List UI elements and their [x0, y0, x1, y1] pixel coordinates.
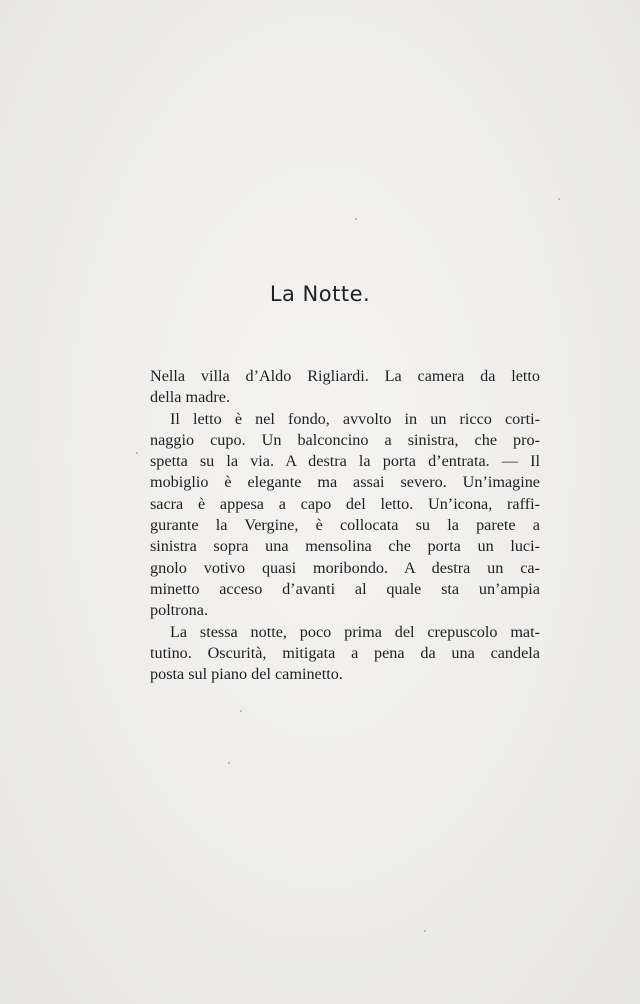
text-line: minetto acceso d’avanti al quale sta un’ampia	[150, 579, 540, 598]
text-line: della madre.	[150, 388, 230, 407]
paper-speck	[355, 218, 357, 220]
paper-speck	[240, 710, 242, 712]
text-line: sinistra sopra una mensolina che porta un luci-	[150, 537, 540, 556]
text-line: gurante la Vergine, è collocata su la parete a	[150, 516, 540, 535]
text-line: La stessa notte, poco prima del crepuscolo mat-	[170, 622, 540, 641]
stage-directions	[150, 366, 540, 685]
text-line: Il letto è nel fondo, avvolto in un ricco corti-	[170, 409, 540, 428]
paper-speck	[228, 762, 230, 764]
paper-speck	[136, 452, 138, 454]
paper-speck	[558, 198, 560, 200]
text-line: spetta su la via. A destra la porta d’entrata. — Il	[150, 452, 540, 471]
text-line: mobiglio è elegante ma assai severo. Un’imagine	[150, 473, 540, 492]
paper-speck	[424, 930, 426, 932]
page-title: La Notte.	[269, 282, 371, 306]
text-line: gnolo votivo quasi moribondo. A destra un ca-	[150, 558, 540, 577]
text-line: posta sul piano del caminetto.	[150, 665, 343, 684]
text-line: tutino. Oscurità, mitigata a pena da una candela	[150, 643, 540, 662]
text-line: sacra è appesa a capo del letto. Un’icona, raffi-	[150, 494, 540, 513]
text-line: naggio cupo. Un balconcino a sinistra, che pro-	[150, 430, 540, 449]
text-line: Nella villa d’Aldo Rigliardi. La camera da letto	[150, 367, 540, 385]
text-line: poltrona.	[150, 601, 208, 620]
